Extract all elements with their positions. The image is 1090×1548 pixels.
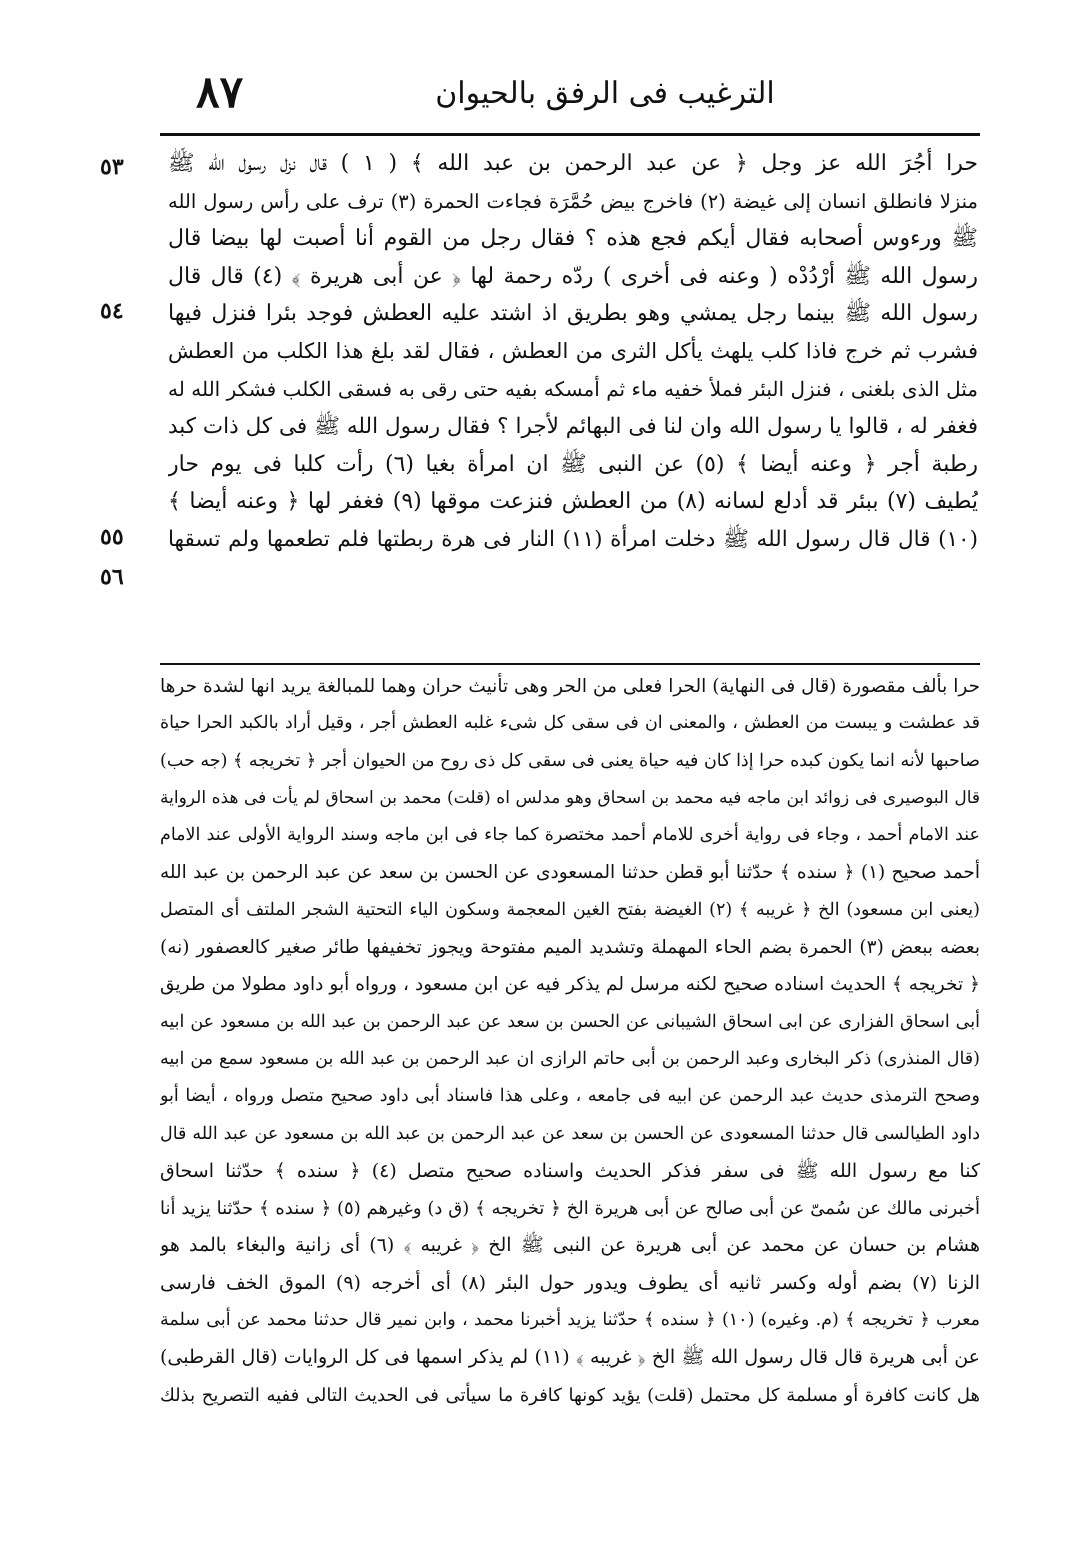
footnote-line: (يعنى ابن مسعود) الخ ﴿ غريبه ﴾ (٢) الغيضة بفتح الغين المعجمة وسكون الياء التحتية الشجر الملتف أى المتصل <box>160 899 980 920</box>
body-line: مثل الذى بلغنى ، فنزل البئر فملأ خفيه ماء ثم أمسكه بفيه حتى رقى به فسقى الكلب فشكر الله له <box>168 376 978 401</box>
footnotes-text <box>160 668 980 1414</box>
hadith-number: ٥٦ <box>100 564 124 590</box>
footnote-line: بعضه ببعض (٣) الحمرة بضم الحاء المهملة وتشديد الميم مفتوحة ويجوز تخفيفها طائر صغير كالعصفور (نه) <box>160 937 980 959</box>
hadith-body-text <box>168 145 978 559</box>
footnote-line: عند الامام أحمد ، وجاء فى رواية أخرى للامام أحمد مختصرة كما جاء فى ابن ماجه وسند الرواية الأولى عند الامام <box>160 825 980 846</box>
footnote-line: هل كانت كافرة أو مسلمة كل محتمل (قلت) يؤيد كونها كافرة ما سيأتى فى الحديث التالى ففيه التصريح بذلك <box>160 1384 980 1406</box>
footnote-line: داود الطيالسى قال حدثنا المسعودى عن الحسن بن سعد عن عبد الرحمن بن عبد الله بن مسعود عن عبد الله قال <box>160 1123 980 1144</box>
body-line: رسول الله ﷺ أرْدُدْه ( وعنه فى أخرى ) ردّه رحمة لها ﴿ عن أبى هريرة ﴾ (٤) قال قال <box>168 263 978 289</box>
footnote-line: قال البوصيرى فى زوائد ابن ماجه فيه محمد بن اسحاق وهو مدلس اه (قلت) محمد بن اسحاق لم يأت فى هذه الرواية <box>160 787 980 808</box>
body-line: رطبة أجر ﴿ وعنه أيضا ﴾ (٥) عن النبى ﷺ ان امرأة بغيا (٦) رأت كلبا فى يوم حار <box>168 451 978 477</box>
hadith-number: ٥٤ <box>100 298 124 324</box>
body-line: فغفر له ، قالوا يا رسول الله وان لنا فى البهائم لأجرا ؟ فقال رسول الله ﷺ فى كل ذات كبد <box>168 414 978 440</box>
footnote-line: كنا مع رسول الله ﷺ فى سفر فذكر الحديث واسناده صحيح متصل (٤) ﴿ سنده ﴾ حدّثنا اسحاق <box>160 1159 980 1182</box>
running-title: الترغيب فى الرفق بالحيوان <box>435 76 775 111</box>
body-line: منزلا فانطلق انسان إلى غيضة (٢) فاخرج بيض حُمَّرَة فجاءت الحمرة (٣) ترف على رأس رسول الله <box>168 189 978 213</box>
body-line: حرا أجُرَ الله عز وجل ﴿ عن عبد الرحمن بن عبد الله ﴾ ( ١ ) قال نزل رسول الله ﷺ <box>168 151 978 176</box>
footnotes-divider <box>160 663 980 665</box>
footnote-line: حرا بألف مقصورة (قال فى النهاية) الحرا فعلى من الحر وهى تأنيث حران وهما للمبالغة يريد انها لشدة حرها <box>160 676 980 697</box>
footnote-line: ﴿ تخريجه ﴾ الحديث اسناده صحيح لكنه مرسل لم يذكر فيه عن ابن مسعود ، ورواه أبو داود مطولا من طريق <box>160 974 980 996</box>
footnote-line: أحمد صحيح (١) ﴿ سنده ﴾ حدّثنا أبو قطن حدثنا المسعودى عن الحسن بن سعد عن عبد الرحمن بن عبد الله <box>160 862 980 884</box>
footnote-line: (قال المنذرى) ذكر البخارى وعبد الرحمن بن أبى حاتم الرازى ان عبد الرحمن بن عبد الله بن مسعود سمع من ابيه <box>160 1048 980 1069</box>
body-line: رسول الله ﷺ بينما رجل يمشي وهو بطريق اذ اشتد عليه العطش فوجد بئرا فنزل فيها <box>168 301 978 327</box>
footnote-line: وصحح الترمذى حديث عبد الرحمن عن ابيه فى جامعه ، وعلى هذا فاسناد أبى داود صحيح متصل ورواه ، أيضا أبو <box>160 1086 980 1107</box>
body-line: (١٠) قال قال رسول الله ﷺ دخلت امرأة (١١) النار فى هرة ربطتها فلم تطعمها ولم تسقها <box>168 526 978 552</box>
hadith-number: ٥٥ <box>100 524 124 550</box>
footnote-line: قد عطشت و يبست من العطش ، والمعنى ان فى سقى كل شىء غلبه العطش أجر ، وقيل أراد بالكبد الحرا حياة <box>160 713 980 734</box>
page-number: ٨٧ <box>196 67 244 118</box>
footnote-line: عن أبى هريرة قال قال رسول الله ﷺ الخ ﴿ غريبه ﴾ (١١) لم يذكر اسمها فى كل الروايات (قال القرطبى) <box>160 1346 980 1369</box>
body-line: ﷺ ورءوس أصحابه فقال أيكم فجع هذه ؟ فقال رجل من القوم أنا أصبت لها بيضا قال <box>168 226 978 252</box>
body-line: يُطيف (٧) ببئر قد أدلع لسانه (٨) من العطش فنزعت موقها (٩) فغفر لها ﴿ وعنه أيضا ﴾ <box>168 489 978 515</box>
footnote-line: أبى اسحاق الفزارى عن ابى اسحاق الشيبانى عن الحسن بن سعد عن عبد الرحمن بن عبد الله بن مسعود عن ابيه <box>160 1011 980 1032</box>
hadith-number: ٥٣ <box>100 154 124 180</box>
body-line: فشرب ثم خرج فاذا كلب يلهث يأكل الثرى من العطش ، فقال لقد بلغ هذا الكلب من العطش <box>168 338 978 363</box>
footnote-line: صاحبها لأنه انما يكون كبده حرا إذا كان فيه حياة يعنى فى سقى كل ذى روح من الحيوان أجر ﴿ تخريجه ﴾ (جه حب) <box>160 750 980 771</box>
header-divider <box>160 133 980 136</box>
footnote-line: معرب ﴿ تخريجه ﴾ (م. وغيره) (١٠) ﴿ سنده ﴾ حدّثنا يزيد أخبرنا محمد ، وابن نمير قال حدثنا محمد عن أبى سلمة <box>160 1310 980 1331</box>
footnote-line: أخبرنى مالك عن سُمىّ عن أبى صالح عن أبى هريرة الخ ﴿ تخريجه ﴾ (ق د) وغيرهم (٥) ﴿ سنده ﴾ حدّثنا يزيد أنا <box>160 1198 980 1220</box>
footnote-line: هشام بن حسان عن محمد عن أبى هريرة عن النبى ﷺ الخ ﴿ غريبه ﴾ (٦) أى زانية والبغاء بالمد هو <box>160 1234 980 1257</box>
footnote-line: الزنا (٧) بضم أوله وكسر ثانيه أى يطوف ويدور حول البئر (٨) أى أخرجه (٩) الموق الخف فارسى <box>160 1271 980 1294</box>
